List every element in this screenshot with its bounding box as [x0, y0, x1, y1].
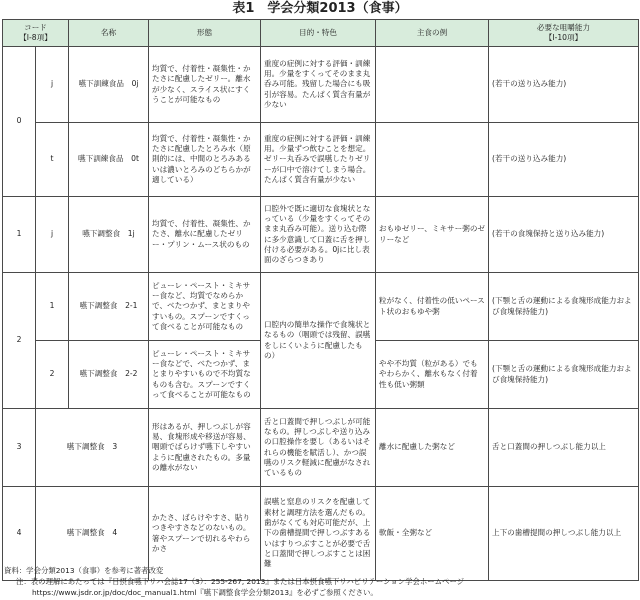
- reference-url-note: https://www.jsdr.or.jp/doc/doc_manual1.html『嚥下調整食学会分類2013』を必ずご参照ください。: [32, 588, 378, 597]
- ability-cell: (下顎と舌の運動による食塊形成能力および食塊保持能力): [489, 341, 639, 409]
- ability-cell: (若干の送り込み能力): [489, 47, 639, 123]
- name-cell: 嚥下調整食 2-1: [69, 273, 149, 341]
- form-cell: 形はあるが、押しつぶしが容易、食塊形成や移送が容易、咽頭でばらけず嚥下しやすいように配慮されたもの。多量の離水がない: [149, 409, 261, 487]
- name-cell: 嚥下訓練食品 0t: [69, 123, 149, 197]
- header-ability: 必要な咀嚼能力 【I-10項】: [489, 20, 639, 47]
- sub-code-cell: 1: [36, 273, 69, 341]
- name-cell: 嚥下調整食 3: [36, 409, 149, 487]
- sub-code-cell: t: [36, 123, 69, 197]
- staple-cell: おもゆゼリー、ミキサー粥のゼリーなど: [376, 197, 489, 273]
- table-row: [3, 123, 639, 197]
- purpose-cell: 口腔外で既に適切な食塊状となっている（少量をすくってそのまま丸呑み可能）。送り込む際に多少意識して口蓋に舌を押し付ける必要がある。0jに比し表面のざらつきあり: [261, 197, 376, 273]
- form-cell: かたさ、ばらけやすさ、貼りつきやすさなどのないもの。箸やスプーンで切れるやわらかさ: [149, 487, 261, 581]
- form-cell: ピューレ・ペースト・ミキサー食などで、べたつかず、まとまりやすいもので不均質なものも含む。スプーンですくって食べることが可能なもの: [149, 341, 261, 409]
- purpose-cell: 重度の症例に対する評価・訓練用。少量をすくってそのまま丸呑み可能。残留した場合にも吸引が容易。たんぱく質含有量が少ない: [261, 47, 376, 123]
- table-row: [3, 47, 639, 123]
- header-purpose: 目的・特色: [261, 20, 376, 47]
- purpose-cell: 誤嚥と窒息のリスクを配慮して素材と調理方法を選んだもの。歯がなくても対応可能だが、上下の歯槽提間で押しつぶすあるいはすりつぶすことが必要で舌と口蓋間で押しつぶすことは困難: [261, 487, 376, 581]
- form-cell: 均質で、付着性、凝集性、かたさ、離水に配慮したゼリー・プリン・ムース状のもの: [149, 197, 261, 273]
- ability-cell: 舌と口蓋間の押しつぶし能力以上: [489, 409, 639, 487]
- staple-cell: やや不均質（粒がある）でもやわらかく、離水もなく付着性も低い粥類: [376, 341, 489, 409]
- purpose-cell: 重度の症例に対する評価・訓練用。少量ずつ飲むことを想定。ゼリー丸呑みで誤嚥したりゼリーが口中で溶けてしまう場合。たんぱく質含有量が少ない: [261, 123, 376, 197]
- code-cell: 0: [3, 47, 36, 197]
- diet-classification-table: [2, 19, 639, 581]
- name-cell: 嚥下調整食 2-2: [69, 341, 149, 409]
- ability-cell: (若干の送り込み能力): [489, 123, 639, 197]
- name-cell: 嚥下訓練食品 0j: [69, 47, 149, 123]
- form-cell: 均質で、付着性・凝集性・かたさに配慮したゼリー。離水が少なく、スライス状にすくうことが可能なもの: [149, 47, 261, 123]
- staple-cell: 粒がなく、付着性の低いペースト状のおもゆや粥: [376, 273, 489, 341]
- purpose-cell: 口腔内の簡単な操作で食塊状となるもの（咽頭では残留、誤嚥をしにくいように配慮したもの）: [261, 273, 376, 409]
- sub-code-cell: 2: [36, 341, 69, 409]
- staple-cell: [376, 123, 489, 197]
- reference-note: 注：表の理解にあたっては『日摂食嚥下リハ会誌17（3）：255-267, 2013』または日本摂食嚥下リハビリテーション学会ホームページ: [16, 577, 465, 586]
- name-cell: 嚥下調整食 1j: [69, 197, 149, 273]
- staple-cell: 軟飯・全粥など: [376, 487, 489, 581]
- sub-code-cell: j: [36, 197, 69, 273]
- header-staple: 主食の例: [376, 20, 489, 47]
- form-cell: 均質で、付着性・凝集性・かたさに配慮したとろみ水（原則的には、中間のとろみあるいは濃いとろみのどちらかが適している）: [149, 123, 261, 197]
- header-code: コード 【I-8項】: [3, 20, 69, 47]
- ability-cell: (若干の食塊保持と送り込み能力): [489, 197, 639, 273]
- table-row: [3, 409, 639, 487]
- ability-cell: (下顎と舌の運動による食塊形成能力および食塊保持能力): [489, 273, 639, 341]
- code-cell: 4: [3, 487, 36, 581]
- header-form: 形態: [149, 20, 261, 47]
- source-note: 資料：学会分類2013（食事）を参考に著者改変: [4, 566, 164, 575]
- header-row: [3, 20, 639, 47]
- form-cell: ピューレ・ペースト・ミキサー食など、均質でなめらかで、べたつかず、まとまりやすいもの。スプーンですくって食べることが可能なもの: [149, 273, 261, 341]
- sub-code-cell: j: [36, 47, 69, 123]
- code-cell: 1: [3, 197, 36, 273]
- name-cell: 嚥下調整食 4: [36, 487, 149, 581]
- ability-cell: 上下の歯槽提間の押しつぶし能力以上: [489, 487, 639, 581]
- table-title: 表1 学会分類2013（食事）: [232, 1, 408, 16]
- header-name: 名称: [69, 20, 149, 47]
- purpose-cell: 舌と口蓋間で押しつぶしが可能なもの。押しつぶしや送り込みの口腔操作を要し（あるいはそれらの機能を賦活し）、かつ誤嚥のリスク軽減に配慮がなされているもの: [261, 409, 376, 487]
- code-cell: 2: [3, 273, 36, 409]
- code-cell: 3: [3, 409, 36, 487]
- staple-cell: [376, 47, 489, 123]
- table-notes: [4, 565, 636, 598]
- table-row: [3, 273, 639, 341]
- table-row: [3, 197, 639, 273]
- staple-cell: 離水に配慮した粥など: [376, 409, 489, 487]
